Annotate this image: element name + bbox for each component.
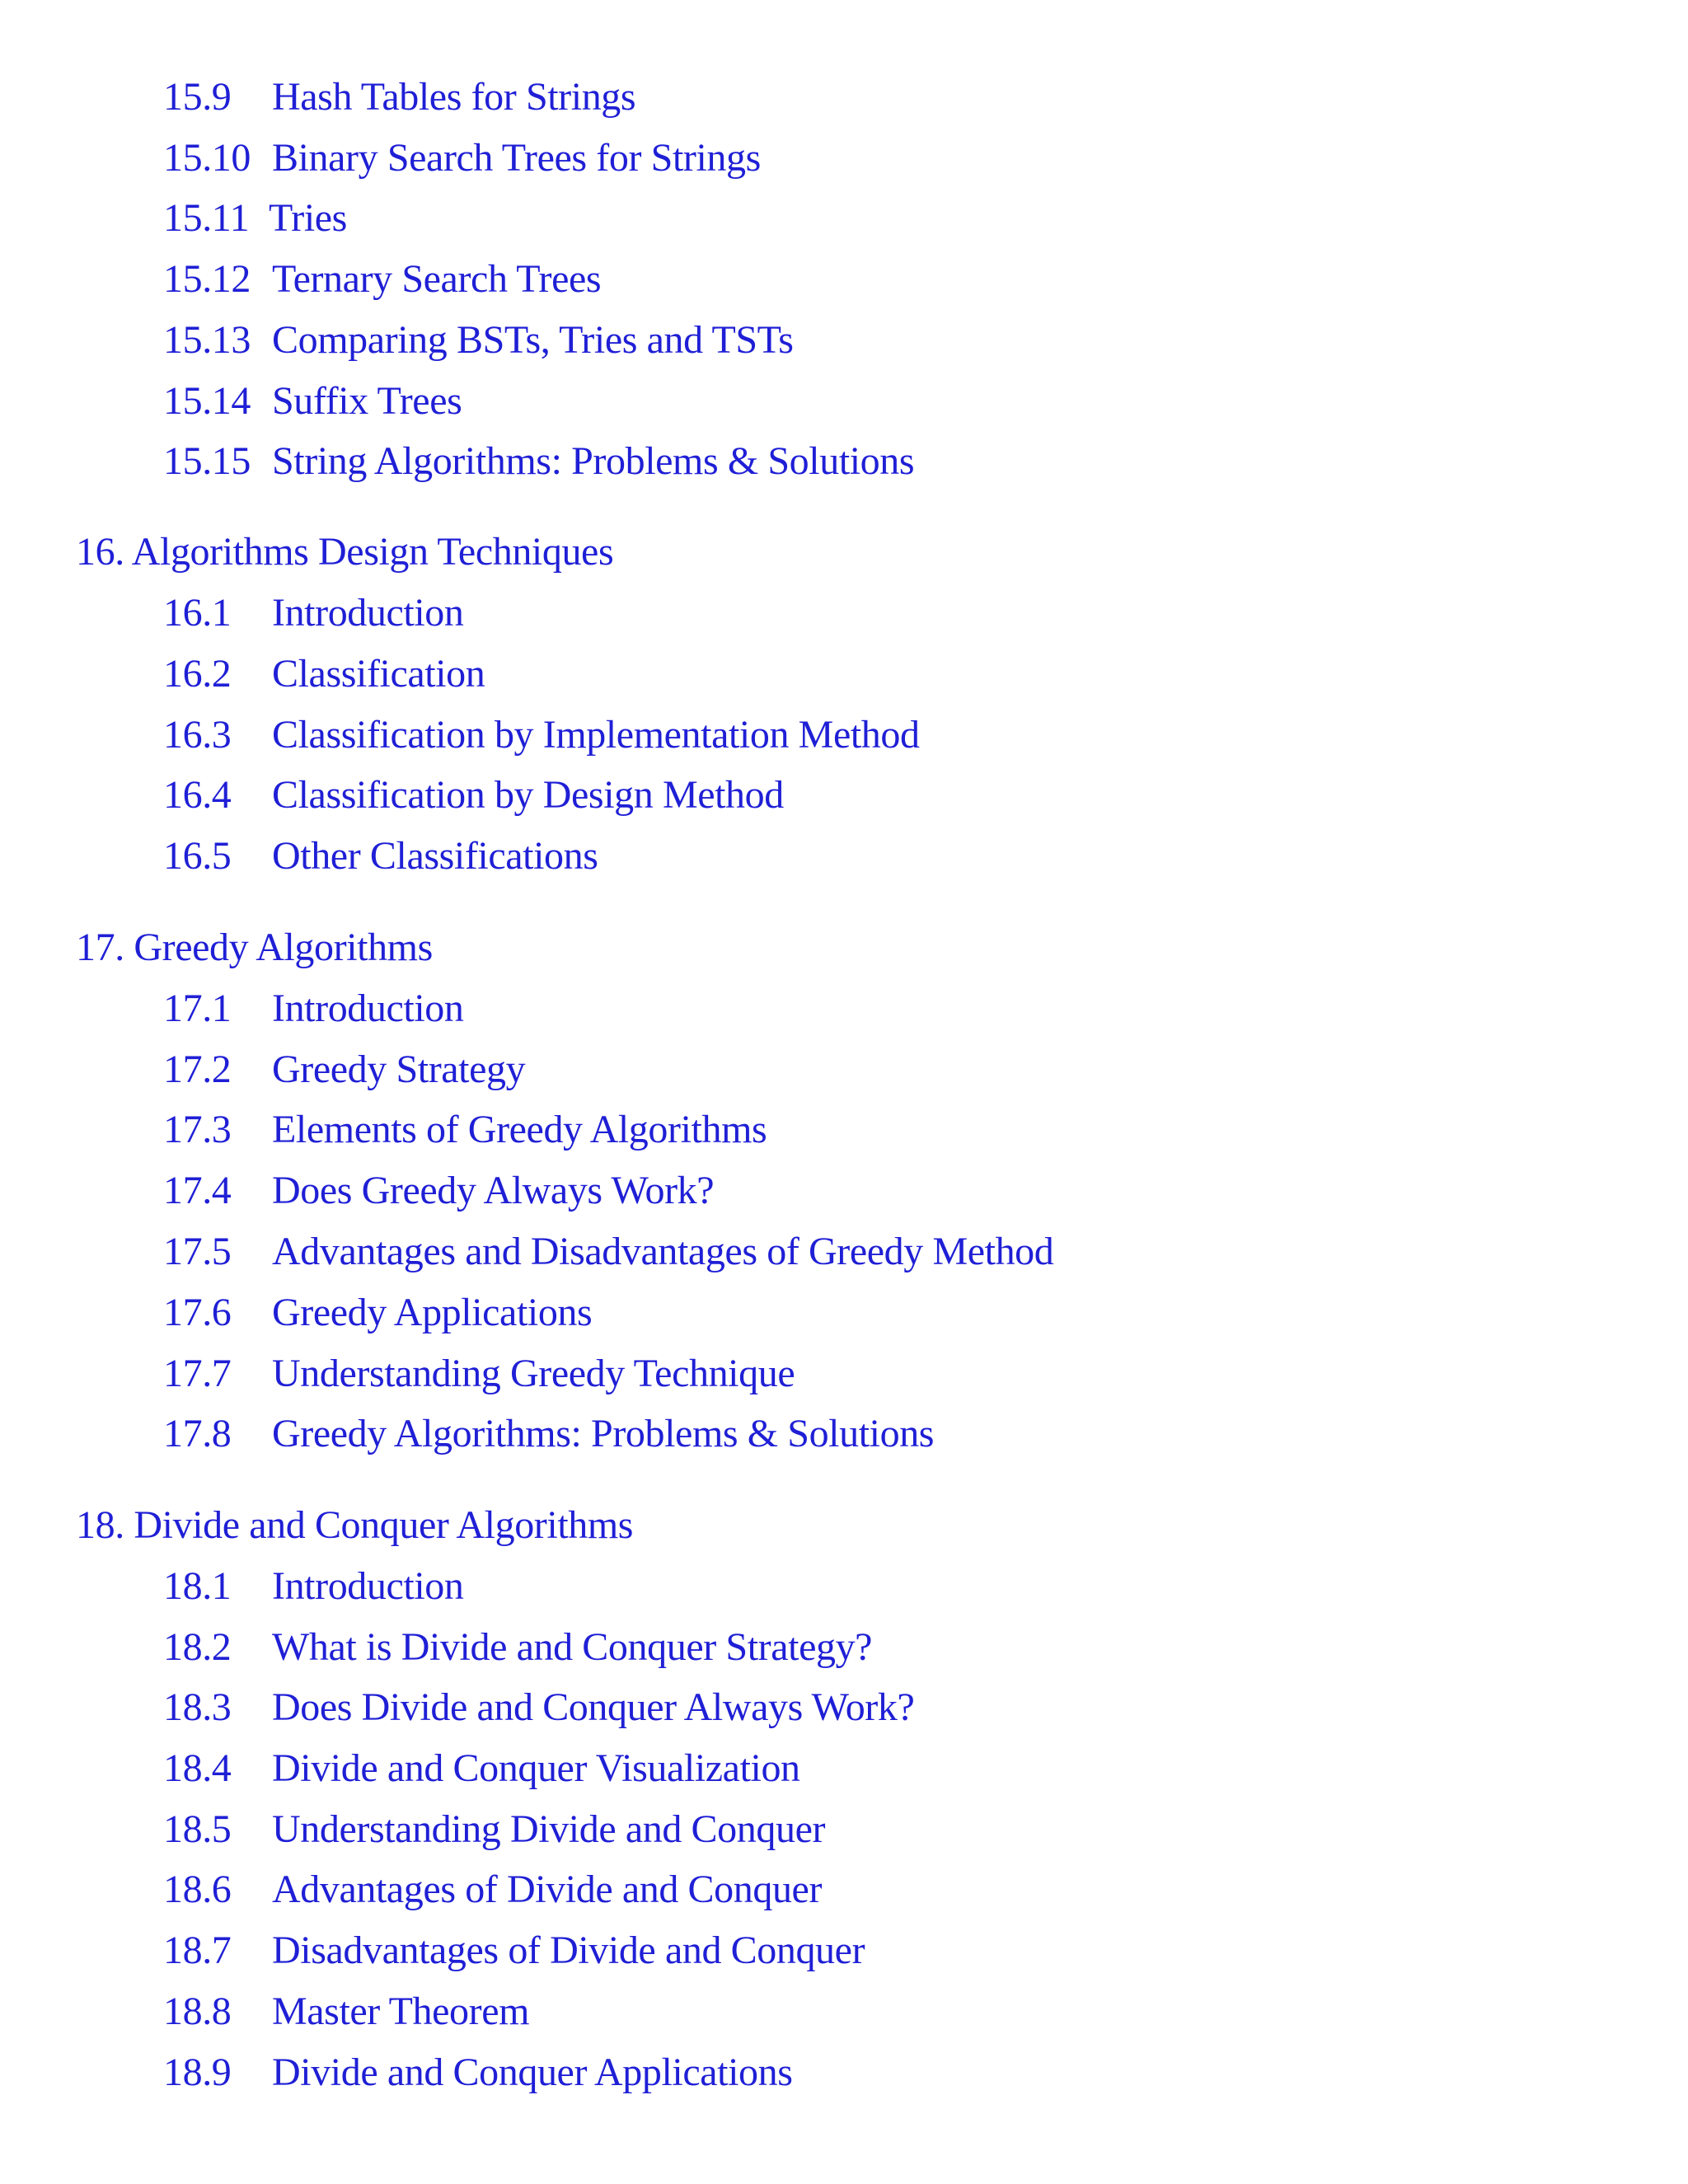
toc-entry-number: 17.8 <box>163 1412 232 1455</box>
toc-entry-number: 16.3 <box>163 713 232 757</box>
toc-chapter-18[interactable]: 18. Divide and Conquer Algorithms <box>76 1503 634 1547</box>
toc-entry-number: 15.13 <box>163 318 251 362</box>
toc-entry-number: 18.5 <box>163 1807 232 1851</box>
toc-entry-title: String Algorithms: Problems & Solutions <box>272 439 915 483</box>
toc-chapter-17[interactable]: 17. Greedy Algorithms <box>76 926 433 969</box>
toc-chapter-16[interactable]: 16. Algorithms Design Techniques <box>76 530 614 574</box>
toc-entry-title: Suffix Trees <box>272 379 462 423</box>
toc-entry-number: 18.8 <box>163 1990 232 2033</box>
toc-entry-title: Classification by Design Method <box>272 773 784 817</box>
toc-entry-number: 17.1 <box>163 987 232 1030</box>
toc-entry-title: Divide and Conquer Visualization <box>272 1746 800 1790</box>
toc-entry-title: Master Theorem <box>272 1990 530 2033</box>
toc-entry-title: Other Classifications <box>272 834 598 878</box>
toc-entry-title: Greedy Strategy <box>272 1047 526 1091</box>
toc-entry-title: Advantages and Disadvantages of Greedy Method <box>272 1230 1054 1273</box>
toc-entry-number: 17.2 <box>163 1047 232 1091</box>
toc-entry-title: Does Greedy Always Work? <box>272 1169 715 1212</box>
toc-entry-title: Understanding Divide and Conquer <box>272 1807 826 1851</box>
toc-entry-number: 15.10 <box>163 136 251 180</box>
toc-entry-title: Classification by Implementation Method <box>272 713 920 757</box>
toc-entry-number: 17.7 <box>163 1352 232 1395</box>
toc-entry-number: 17.3 <box>163 1108 232 1151</box>
toc-entry-number: 16.2 <box>163 652 232 696</box>
toc-entry-title: Understanding Greedy Technique <box>272 1352 795 1395</box>
toc-entry-number: 18.3 <box>163 1685 232 1729</box>
toc-entry-title: Introduction <box>272 987 464 1030</box>
toc-entry-number: 15.12 <box>163 257 251 301</box>
toc-entry-number: 18.9 <box>163 2050 232 2094</box>
toc-entry-title: Does Divide and Conquer Always Work? <box>272 1685 915 1729</box>
toc-entry-title: Tries <box>269 196 347 240</box>
toc-entry-number: 15.15 <box>163 439 251 483</box>
toc-entry-number: 18.6 <box>163 1868 232 1911</box>
toc-entry-number: 16.5 <box>163 834 232 878</box>
toc-entry-title: Greedy Applications <box>272 1291 593 1334</box>
toc-entry-title: Comparing BSTs, Tries and TSTs <box>272 318 794 362</box>
toc-entry-title: Advantages of Divide and Conquer <box>272 1868 823 1911</box>
toc-entry-title: Classification <box>272 652 485 696</box>
toc-entry-title: Hash Tables for Strings <box>272 75 636 119</box>
toc-entry-number: 18.2 <box>163 1625 232 1669</box>
toc-entry-title: Ternary Search Trees <box>272 257 602 301</box>
toc-entry-number: 18.4 <box>163 1746 232 1790</box>
toc-entry-number: 17.4 <box>163 1169 232 1212</box>
toc-entry-title: Disadvantages of Divide and Conquer <box>272 1929 865 1972</box>
toc-entry-title: Greedy Algorithms: Problems & Solutions <box>272 1412 935 1455</box>
toc-entry-title: Introduction <box>272 1564 464 1608</box>
toc-entry-number: 18.1 <box>163 1564 232 1608</box>
toc-entry-number: 15.11 <box>163 196 250 240</box>
toc-entry-number: 17.5 <box>163 1230 232 1273</box>
toc-entry-number: 16.1 <box>163 591 232 635</box>
toc-entry-number: 18.7 <box>163 1929 232 1972</box>
toc-entry-title: Divide and Conquer Applications <box>272 2050 793 2094</box>
toc-entry-title: Elements of Greedy Algorithms <box>272 1108 767 1151</box>
toc-entry-title: Introduction <box>272 591 464 635</box>
toc-entry-number: 17.6 <box>163 1291 232 1334</box>
toc-entry-number: 15.14 <box>163 379 251 423</box>
toc-entry-number: 15.9 <box>163 75 232 119</box>
toc-entry-number: 16.4 <box>163 773 232 817</box>
toc-entry-title: What is Divide and Conquer Strategy? <box>272 1625 873 1669</box>
toc-entry-title: Binary Search Trees for Strings <box>272 136 761 180</box>
